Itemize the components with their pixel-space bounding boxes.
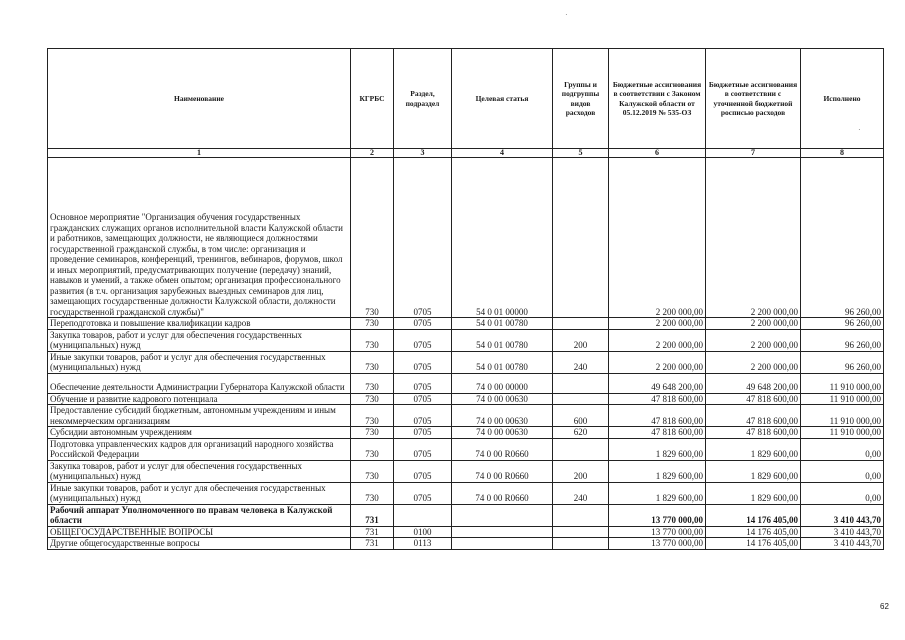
row-name: Закупка товаров, работ и услуг для обеспечения государственных (муниципальных) нужд: [48, 329, 351, 351]
column-number: 3: [394, 149, 452, 158]
row-executed: 3 410 443,70: [801, 526, 884, 538]
column-number: 7: [706, 149, 801, 158]
page-number: 62: [880, 602, 889, 611]
row-group: [553, 373, 609, 393]
row-section: 0705: [394, 460, 452, 482]
table-row: [48, 158, 884, 318]
row-refined: 14 176 405,00: [706, 526, 801, 538]
row-law: 2 200 000,00: [609, 329, 706, 351]
row-target: 54 0 01 00000: [452, 158, 553, 318]
header-section: Раздел, подраздел: [394, 49, 452, 149]
column-number: 6: [609, 149, 706, 158]
row-kgrbs: 730: [351, 482, 394, 504]
header-name: Наименование: [48, 49, 351, 149]
table-row: [48, 427, 884, 439]
row-kgrbs: 730: [351, 318, 394, 330]
row-target: 54 0 01 00780: [452, 318, 553, 330]
table-row: [48, 482, 884, 504]
row-name: Основное мероприятие "Организация обучения государственных гражданских служащих органов исполнительной власти Калужской области и работников, замещающих должности, не являющиеся должностями государственной гражданской службы, в том числе: организация и проведение семинаров, конференций, тренингов, вебинаров, форумов, школ и иных мероприятий, предусматривающих получение (передачу) знаний, навыков и умений, а также обмен опытом; организация профессионального развития (в т.ч. организация зарубежных выездных семинаров для лиц, замещающих государственные должности Калужской области, должности государственной гражданской службы)": [48, 158, 351, 318]
row-target: [452, 504, 553, 526]
table-row: [48, 351, 884, 373]
row-section: 0705: [394, 438, 452, 460]
row-kgrbs: 730: [351, 158, 394, 318]
row-group: [553, 158, 609, 318]
row-refined: 14 176 405,00: [706, 538, 801, 550]
row-law: 47 818 600,00: [609, 427, 706, 439]
table-row: [48, 393, 884, 405]
row-target: 74 0 00 R0660: [452, 438, 553, 460]
table-row: [48, 373, 884, 393]
row-name: ОБЩЕГОСУДАРСТВЕННЫЕ ВОПРОСЫ: [48, 526, 351, 538]
row-section: 0705: [394, 393, 452, 405]
row-name: Переподготовка и повышение квалификации кадров: [48, 318, 351, 330]
row-kgrbs: 730: [351, 460, 394, 482]
row-group: 600: [553, 405, 609, 427]
row-group: [553, 318, 609, 330]
row-executed: 11 910 000,00: [801, 405, 884, 427]
table-row: [48, 538, 884, 550]
row-target: 74 0 00 00000: [452, 373, 553, 393]
row-law: 49 648 200,00: [609, 373, 706, 393]
row-section: 0705: [394, 427, 452, 439]
row-group: [553, 438, 609, 460]
row-name: Другие общегосударственные вопросы: [48, 538, 351, 550]
header-group: Группы и подгруппы видов расходов: [553, 49, 609, 149]
row-law: 2 200 000,00: [609, 351, 706, 373]
row-section: 0705: [394, 158, 452, 318]
table-body: [48, 158, 884, 550]
row-law: 2 200 000,00: [609, 318, 706, 330]
row-target: 74 0 00 00630: [452, 405, 553, 427]
row-executed: 11 910 000,00: [801, 427, 884, 439]
row-name: Подготовка управленческих кадров для организаций народного хозяйства Российской Федерации: [48, 438, 351, 460]
column-number: 5: [553, 149, 609, 158]
row-law: 13 770 000,00: [609, 504, 706, 526]
row-kgrbs: 731: [351, 538, 394, 550]
row-name: Обучение и развитие кадрового потенциала: [48, 393, 351, 405]
row-section: 0705: [394, 373, 452, 393]
row-executed: 96 260,00: [801, 318, 884, 330]
row-kgrbs: 730: [351, 351, 394, 373]
row-section: 0100: [394, 526, 452, 538]
row-executed: 96 260,00: [801, 329, 884, 351]
table-row: [48, 329, 884, 351]
table-row: [48, 318, 884, 330]
row-name: Предоставление субсидий бюджетным, автономным учреждениям и иным некоммерческим организациям: [48, 405, 351, 427]
row-law: 1 829 600,00: [609, 460, 706, 482]
row-law: 13 770 000,00: [609, 538, 706, 550]
row-executed: 96 260,00: [801, 351, 884, 373]
row-section: 0705: [394, 329, 452, 351]
row-refined: 47 818 600,00: [706, 427, 801, 439]
row-executed: 0,00: [801, 460, 884, 482]
row-law: 1 829 600,00: [609, 482, 706, 504]
header-law: Бюджетные ассигнования в соответствии с Законом Калужской области от 05.12.2019 № 535-ОЗ: [609, 49, 706, 149]
scan-mark: ·: [565, 10, 568, 19]
row-section: [394, 504, 452, 526]
row-group: 620: [553, 427, 609, 439]
row-section: 0705: [394, 405, 452, 427]
row-law: 2 200 000,00: [609, 158, 706, 318]
table-row: [48, 504, 884, 526]
row-group: [553, 393, 609, 405]
row-refined: 49 648 200,00: [706, 373, 801, 393]
row-group: [553, 538, 609, 550]
row-name: Иные закупки товаров, работ и услуг для обеспечения государственных (муниципальных) нужд: [48, 351, 351, 373]
row-target: 54 0 01 00780: [452, 351, 553, 373]
row-section: 0705: [394, 318, 452, 330]
row-kgrbs: 730: [351, 405, 394, 427]
row-executed: 11 910 000,00: [801, 393, 884, 405]
row-name: Закупка товаров, работ и услуг для обеспечения государственных (муниципальных) нужд: [48, 460, 351, 482]
row-group: [553, 504, 609, 526]
row-kgrbs: 730: [351, 393, 394, 405]
row-refined: 1 829 600,00: [706, 482, 801, 504]
row-refined: 1 829 600,00: [706, 438, 801, 460]
row-group: 240: [553, 351, 609, 373]
row-refined: 2 200 000,00: [706, 318, 801, 330]
row-kgrbs: 730: [351, 373, 394, 393]
row-name: Рабочий аппарат Уполномоченного по правам человека в Калужской области: [48, 504, 351, 526]
row-refined: 14 176 405,00: [706, 504, 801, 526]
row-group: 200: [553, 460, 609, 482]
row-refined: 47 818 600,00: [706, 393, 801, 405]
row-kgrbs: 730: [351, 329, 394, 351]
row-law: 47 818 600,00: [609, 393, 706, 405]
row-law: 1 829 600,00: [609, 438, 706, 460]
column-number-row: [48, 149, 884, 158]
row-section: 0113: [394, 538, 452, 550]
table-row: [48, 438, 884, 460]
row-kgrbs: 730: [351, 438, 394, 460]
row-target: 54 0 01 00780: [452, 329, 553, 351]
table-row: [48, 526, 884, 538]
row-law: 47 818 600,00: [609, 405, 706, 427]
row-refined: 2 200 000,00: [706, 351, 801, 373]
column-number: 4: [452, 149, 553, 158]
row-refined: 2 200 000,00: [706, 329, 801, 351]
row-target: 74 0 00 00630: [452, 393, 553, 405]
header-row: [48, 49, 884, 149]
column-number: 2: [351, 149, 394, 158]
budget-table: [47, 48, 884, 550]
column-number: 8: [801, 149, 884, 158]
table-row: [48, 405, 884, 427]
row-target: 74 0 00 R0660: [452, 460, 553, 482]
row-section: 0705: [394, 482, 452, 504]
header-executed: Исполнено: [801, 49, 884, 149]
row-kgrbs: 731: [351, 526, 394, 538]
row-executed: 96 260,00: [801, 158, 884, 318]
row-name: Иные закупки товаров, работ и услуг для обеспечения государственных (муниципальных) нужд: [48, 482, 351, 504]
column-number: 1: [48, 149, 351, 158]
row-section: 0705: [394, 351, 452, 373]
header-refined: Бюджетные ассигнования в соответствии с уточненной бюджетной росписью расходов: [706, 49, 801, 149]
row-refined: 2 200 000,00: [706, 158, 801, 318]
row-executed: 11 910 000,00: [801, 373, 884, 393]
scan-mark: ·: [858, 125, 861, 134]
row-executed: 3 410 443,70: [801, 538, 884, 550]
row-group: 200: [553, 329, 609, 351]
header-target: Целевая статья: [452, 49, 553, 149]
row-group: [553, 526, 609, 538]
header-kgrbs: КГРБС: [351, 49, 394, 149]
row-name: Обеспечение деятельности Администрации Губернатора Калужской области: [48, 373, 351, 393]
row-target: 74 0 00 00630: [452, 427, 553, 439]
row-executed: 0,00: [801, 482, 884, 504]
row-executed: 3 410 443,70: [801, 504, 884, 526]
row-target: [452, 538, 553, 550]
row-refined: 1 829 600,00: [706, 460, 801, 482]
table-row: [48, 460, 884, 482]
row-law: 13 770 000,00: [609, 526, 706, 538]
row-kgrbs: 731: [351, 504, 394, 526]
row-refined: 47 818 600,00: [706, 405, 801, 427]
row-kgrbs: 730: [351, 427, 394, 439]
row-name: Субсидии автономным учреждениям: [48, 427, 351, 439]
row-executed: 0,00: [801, 438, 884, 460]
row-group: 240: [553, 482, 609, 504]
row-target: 74 0 00 R0660: [452, 482, 553, 504]
row-target: [452, 526, 553, 538]
